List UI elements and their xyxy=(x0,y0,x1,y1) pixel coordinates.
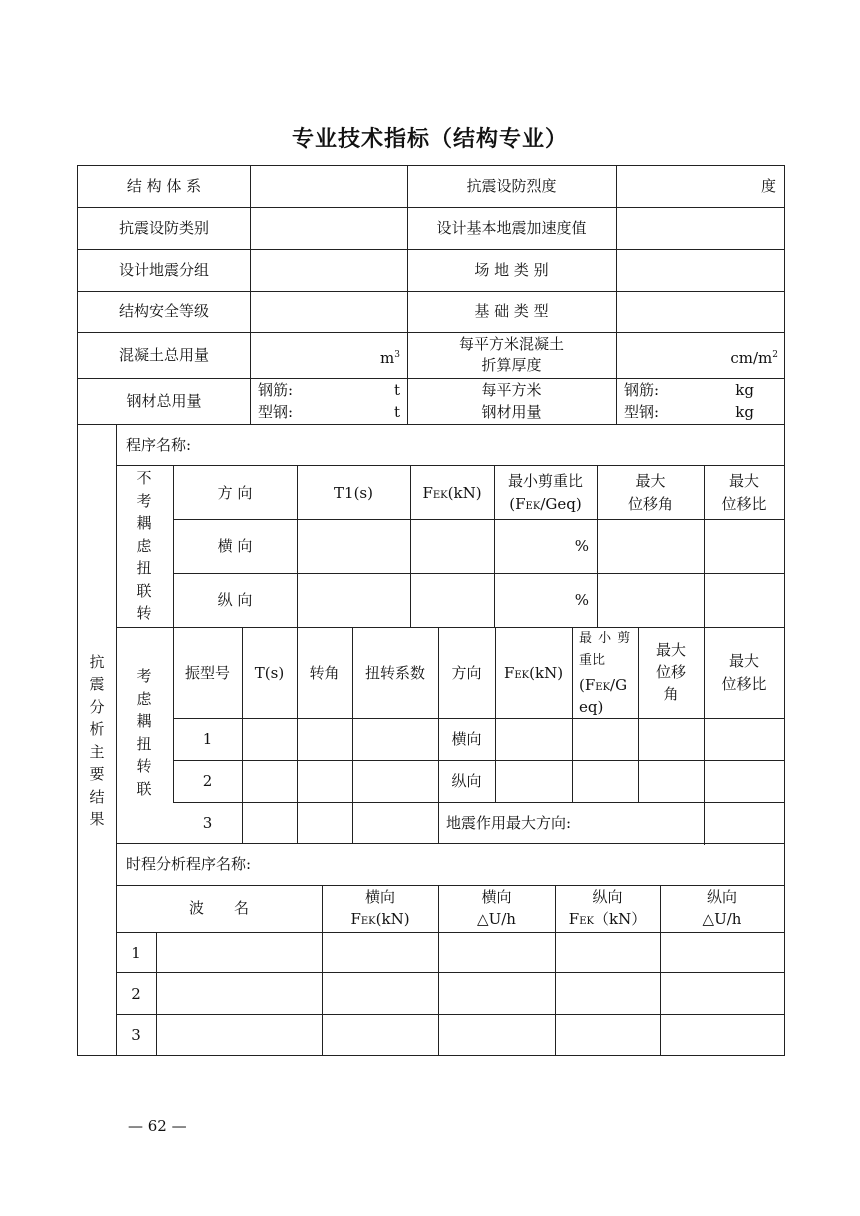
mode-3: 3 xyxy=(202,814,213,832)
max-drift-angle2-header-3: 角 xyxy=(663,685,679,703)
thickness-unit: $cm/m^2$ xyxy=(730,349,778,367)
mode-1-direction: 横向 xyxy=(451,730,482,748)
max-drift-ratio-header-2: 位移比 xyxy=(721,495,767,513)
th-transverse-fek-header-2: FEK(kN) xyxy=(350,910,410,928)
concrete-total-label: 混凝土总用量 xyxy=(118,346,209,364)
design-group-label: 设计地震分组 xyxy=(118,261,209,279)
t1-header: T1(s) xyxy=(334,484,373,502)
transverse-percent: % xyxy=(574,537,589,555)
steel-per-m2-label-1: 每平方米 xyxy=(481,381,542,399)
min-shear2-header-3: (FEK/G xyxy=(579,676,628,694)
min-shear2-header-4: eq) xyxy=(579,698,604,716)
rebar-per-m2-unit: kg xyxy=(735,381,754,399)
torsion-coef-header: 扭转系数 xyxy=(364,664,425,682)
seismic-intensity-label: 抗震设防烈度 xyxy=(466,177,557,195)
th-transverse-fek-header-1: 横向 xyxy=(364,888,395,906)
wave-3: 3 xyxy=(131,1026,141,1044)
section-steel-unit: t xyxy=(393,403,400,421)
mode-no-header: 振型号 xyxy=(184,664,230,682)
rebar-label: 钢筋: xyxy=(258,381,294,399)
min-shear-ratio-header-2: (FEK/Geq) xyxy=(509,495,582,513)
concrete-unit: $m^3$ xyxy=(380,349,400,367)
mode-1: 1 xyxy=(202,730,213,748)
steel-total-label: 钢材总用量 xyxy=(126,392,202,410)
structure-system-label: 结 构 体 系 xyxy=(126,177,202,195)
th-transverse-du-header-1: 横向 xyxy=(481,888,512,906)
wave-name-header: 波 名 xyxy=(188,899,249,917)
section-steel-label: 型钢: xyxy=(258,403,294,421)
fek2-header: FEK(kN) xyxy=(503,664,564,682)
site-category-label: 场 地 类 别 xyxy=(474,261,549,279)
seismic-category-label: 抗震设防类别 xyxy=(118,219,209,237)
direction2-header: 方向 xyxy=(451,664,482,682)
min-shear2-header-2: 重比 xyxy=(579,653,606,668)
time-history-program-label: 时程分析程序名称: xyxy=(126,855,252,873)
concrete-per-m2-label-1: 每平方米混凝土 xyxy=(458,335,564,353)
section-steel-per-m2-label: 型钢: xyxy=(624,403,660,421)
max-drift-ratio2-header-2: 位移比 xyxy=(721,675,767,693)
fek-header: FEK(kN) xyxy=(422,484,482,502)
safety-grade-label: 结构安全等级 xyxy=(118,302,209,320)
foundation-type-label: 基 础 类 型 xyxy=(474,302,549,320)
direction-header: 方 向 xyxy=(217,484,253,502)
min-shear2-header-1: 最 小 剪 xyxy=(579,631,632,646)
max-drift-angle-header-1: 最大 xyxy=(635,472,666,490)
wave-2: 2 xyxy=(131,985,141,1003)
mode-2: 2 xyxy=(202,772,213,790)
page-number: — 62 — xyxy=(128,1117,187,1135)
min-shear-ratio-header-1: 最小剪重比 xyxy=(507,472,583,490)
period-header: T(s) xyxy=(254,664,285,682)
th-longitudinal-du-header-1: 纵向 xyxy=(706,888,737,906)
intensity-unit: 度 xyxy=(760,177,776,195)
th-transverse-du-header-2: △U/h xyxy=(477,910,516,928)
th-longitudinal-du-header-2: △U/h xyxy=(702,910,742,928)
max-drift-angle2-header-1: 最大 xyxy=(655,641,686,659)
steel-per-m2-label-2: 钢材用量 xyxy=(481,403,542,421)
max-drift-ratio2-header-1: 最大 xyxy=(728,652,759,670)
th-longitudinal-fek-header-2: FEK（kN） xyxy=(568,910,647,928)
max-drift-angle2-header-2: 位移 xyxy=(655,663,686,681)
wave-1: 1 xyxy=(131,944,141,962)
section-steel-per-m2-unit: kg xyxy=(735,403,754,421)
max-seismic-direction-label: 地震作用最大方向: xyxy=(446,814,572,832)
rebar-unit: t xyxy=(393,381,400,399)
th-longitudinal-fek-header-1: 纵向 xyxy=(592,888,623,906)
concrete-per-m2-label-2: 折算厚度 xyxy=(481,356,542,374)
max-drift-angle-header-2: 位移角 xyxy=(627,495,673,513)
page-title: 专业技术指标（结构专业） xyxy=(291,127,568,152)
program-name-label: 程序名称: xyxy=(126,436,192,454)
design-acceleration-label: 设计基本地震加速度值 xyxy=(436,219,587,237)
rotation-angle-header: 转角 xyxy=(309,664,340,682)
rebar-per-m2-label: 钢筋: xyxy=(624,381,660,399)
transverse-row-label: 横 向 xyxy=(217,537,253,555)
max-drift-ratio-header-1: 最大 xyxy=(728,472,759,490)
mode-2-direction: 纵向 xyxy=(451,772,482,790)
structural-indicators-table: 结 构 体 系 抗震设防烈度 度 抗震设防类别 设计基本地震加速度值 设计地震分组 场 地 类 别 结构安全等级 基 础 类 型 混凝土总用量 $m^3$ 每平方米混凝土 折算厚度 $cm/m^2$ 钢材总用量 钢筋: 型钢: t t 每平方米 钢材用量 钢筋: 型钢: kg kg 抗 震 分 析 主 要 结 果 程序名称: 不 考 耦 虑 扭 联 转 方 向 T1(s) FEK(kN) 最小剪重比 (FEK/Geq) 最大 位移角 最大 位移比 横 向 % 纵 向 % 考 虑 耦 扭 转 联 振型号 T(s) 转角 扭转系数 方向 FEK(kN) 最 小 剪 重比 (FEK/G eq) 最大 位移 角 最大 位移比 1 横向 2 纵向 3 地震作用最大方向: 时程分析程序名称: 波 名 横向 FEK(kN) 横向 △U/h 纵向 FEK（kN） 纵向 △U/h 1 2 3 xyxy=(77,165,785,1056)
longitudinal-row-label: 纵 向 xyxy=(217,591,253,609)
longitudinal-percent: % xyxy=(574,591,589,609)
